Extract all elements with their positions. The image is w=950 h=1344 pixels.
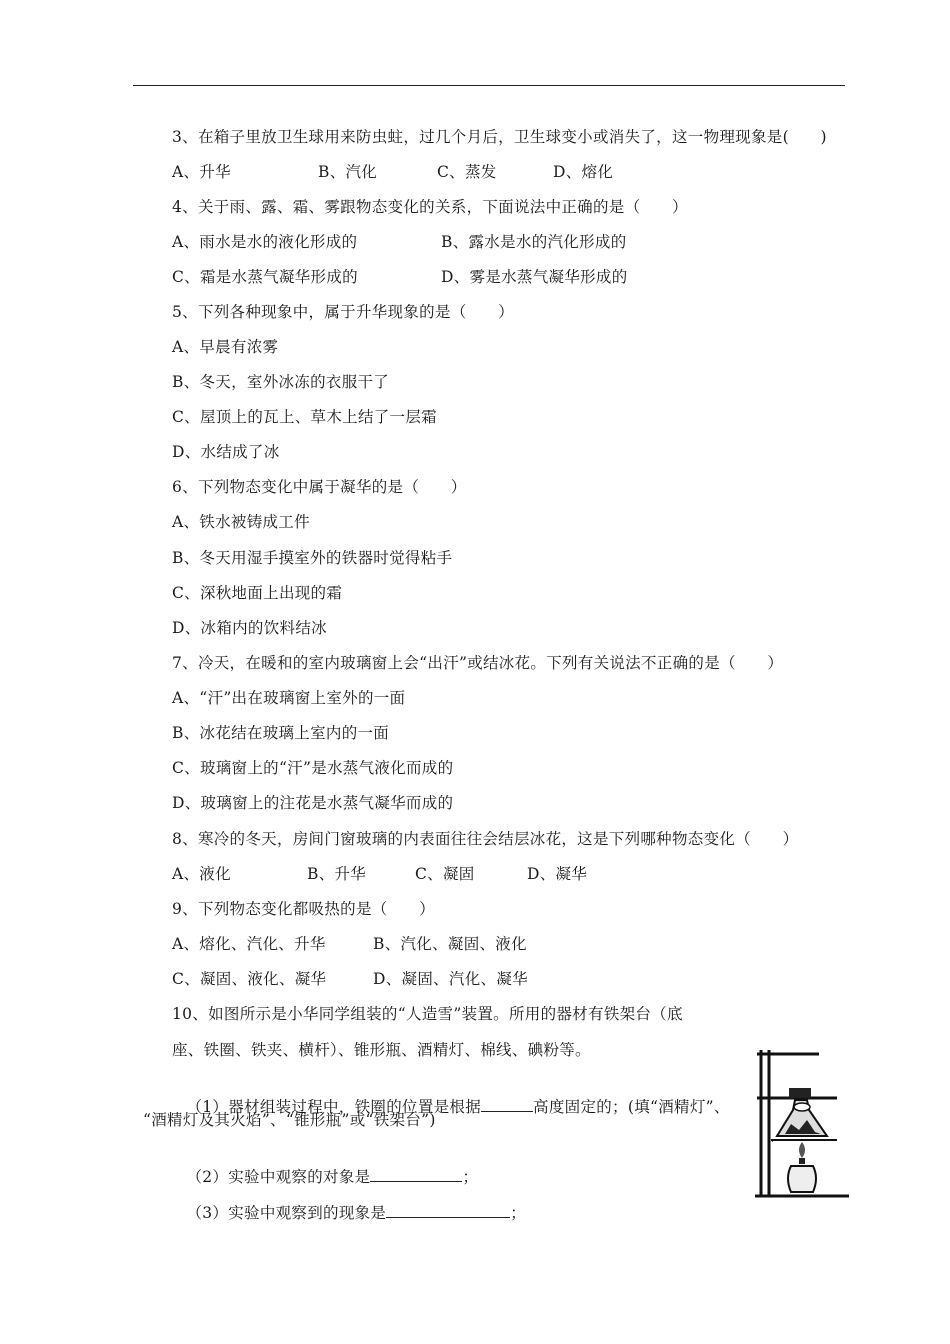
q9-option-a: A、熔化、汽化、升华: [172, 935, 326, 953]
q9-option-b: B、汽化、凝固、液化: [373, 935, 527, 953]
q9-option-d: D、凝固、汽化、凝华: [373, 970, 528, 988]
alcohol-lamp: [788, 1166, 816, 1192]
flame: [799, 1142, 805, 1158]
q3-option-a: A、升华: [172, 163, 231, 181]
q7-option-a: A、“汗”出在玻璃窗上室外的一面: [172, 689, 406, 707]
q4-option-c: C、霜是水蒸气凝华形成的: [172, 268, 358, 286]
q10-stem-line1: 10、如图所示是小华同学组装的“人造雪”装置。所用的器材有铁架台（底: [172, 1005, 683, 1023]
q4-option-d: D、雾是水蒸气凝华形成的: [441, 268, 628, 286]
header-rule: [133, 85, 845, 86]
q8-option-d: D、凝华: [527, 865, 588, 883]
lamp-wick-holder: [799, 1158, 805, 1164]
q5-stem: 5、下列各种现象中，属于升华现象的是（ ）: [172, 303, 514, 321]
q10-part1-blank[interactable]: [481, 1095, 533, 1112]
q10-stem-line2: 座、铁圈、铁夹、横杆）、锥形瓶、酒精灯、棉线、碘粉等。: [172, 1041, 591, 1059]
q6-option-d: D、冰箱内的饮料结冰: [172, 619, 327, 637]
q6-stem: 6、下列物态变化中属于凝华的是（ ）: [172, 478, 467, 496]
q9-option-c: C、凝固、液化、凝华: [172, 970, 327, 988]
q5-option-a: A、早晨有浓雾: [172, 338, 279, 356]
q10-part2-text-b: ；: [462, 1168, 479, 1186]
q10-part3-text-b: ；: [510, 1204, 527, 1222]
q4-option-b: B、露水是水的汽化形成的: [441, 233, 627, 251]
q6-option-a: A、铁水被铸成工件: [172, 513, 310, 531]
q3-option-c: C、蒸发: [437, 163, 497, 181]
q3-option-d: D、熔化: [553, 163, 614, 181]
q7-stem: 7、冷天，在暖和的室内玻璃窗上会“出汗”或结冰花。下列有关说法不正确的是（ ）: [172, 654, 784, 672]
q4-option-a: A、雨水是水的液化形成的: [172, 233, 358, 251]
q8-option-c: C、凝固: [415, 865, 475, 883]
artificial-snow-apparatus-figure: [755, 1044, 850, 1200]
q8-option-b: B、升华: [307, 865, 367, 883]
q10-part1-text-a: （1）器材组装过程中，铁圈的位置是根据: [186, 1098, 482, 1116]
q5-option-d: D、水结成了冰: [172, 443, 280, 461]
figure-mark: .: [771, 1135, 774, 1144]
q7-option-c: C、玻璃窗上的“汗”是水蒸气液化而成的: [172, 759, 454, 777]
clamp-block: [789, 1088, 811, 1098]
q6-option-c: C、深秋地面上出现的霜: [172, 584, 343, 602]
q9-stem: 9、下列物态变化都吸热的是（ ）: [172, 900, 435, 918]
q7-option-b: B、冰花结在玻璃上室内的一面: [172, 724, 390, 742]
q10-part3: [176, 1181, 526, 1223]
q8-option-a: A、液化: [172, 865, 231, 883]
q8-stem: 8、寒冷的冬天，房间门窗玻璃的内表面往往会结层冰花，这是下列哪种物态变化（ ）: [172, 830, 799, 848]
q6-option-b: B、冬天用湿手摸室外的铁器时觉得粘手: [172, 549, 453, 567]
q10-part1-text-b: 高度固定的；(填“酒精灯”、: [533, 1098, 730, 1116]
q10-part1-continued: “酒精灯及其火焰”、“锥形瓶”或“铁架台”): [143, 1111, 436, 1129]
q5-option-b: B、冬天，室外冰冻的衣服干了: [172, 373, 390, 391]
q10-part3-blank[interactable]: [386, 1201, 510, 1218]
q7-option-d: D、玻璃窗上的注花是水蒸气凝华而成的: [172, 794, 454, 812]
q3-stem: 3、在箱子里放卫生球用来防虫蛀，过几个月后，卫生球变小或消失了，这一物理现象是( ): [172, 128, 827, 146]
q5-option-c: C、屋顶上的瓦上、草木上结了一层霜: [172, 408, 437, 426]
q3-option-b: B、汽化: [318, 163, 378, 181]
q10-part3-text-a: （3）实验中观察到的现象是: [186, 1204, 387, 1222]
q10-part2-blank[interactable]: [370, 1165, 462, 1182]
cotton-thread: [794, 1103, 810, 1111]
q4-stem: 4、关于雨、露、霜、雾跟物态变化的关系，下面说法中正确的是（ ）: [172, 198, 688, 216]
q10-part2-text-a: （2）实验中观察的对象是: [186, 1168, 371, 1186]
